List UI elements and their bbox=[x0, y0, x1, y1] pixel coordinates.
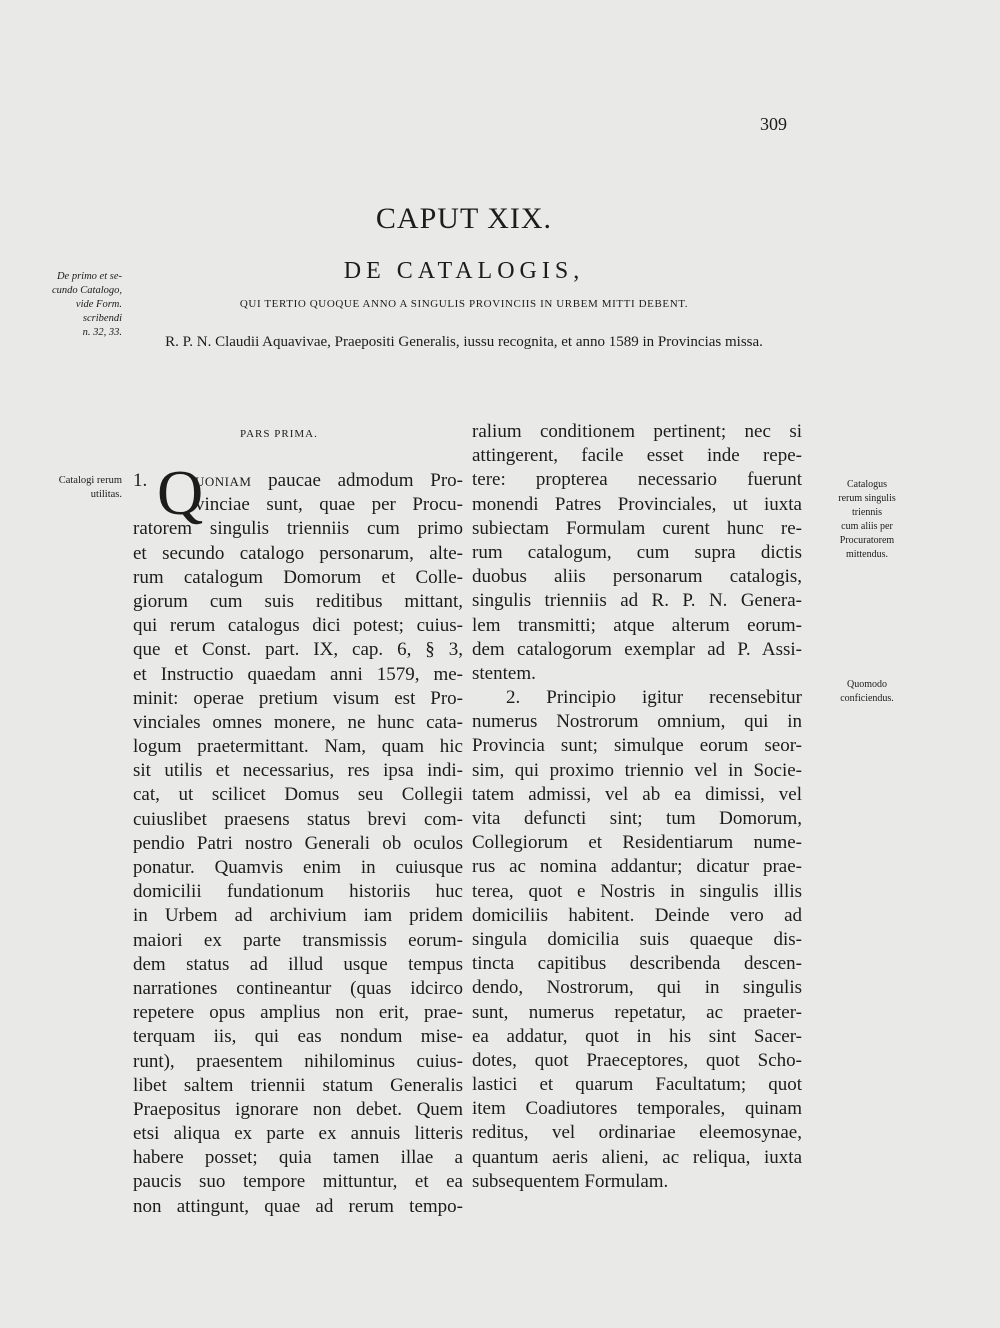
text-line: et secundo catalogo personarum, alte- bbox=[133, 542, 463, 564]
text-line: Collegiorum et Residentiarum nume- bbox=[472, 832, 802, 854]
text-line: tere: propterea necessario fuerunt bbox=[472, 469, 802, 491]
text-line: attingerent, facile esset inde repe- bbox=[472, 445, 802, 467]
text-line: domicilii fundationum historiis huc bbox=[133, 881, 463, 903]
part-heading: PARS PRIMA. bbox=[240, 428, 318, 440]
text-line: narrationes contineantur (quas idcirco bbox=[133, 977, 463, 999]
margin-note-line: utilitas. bbox=[90, 489, 122, 500]
text-line: lem transmitti; atque alterum eorum- bbox=[472, 614, 802, 636]
text-line: rus ac nomina addantur; dicatur prae- bbox=[472, 856, 802, 878]
text-line: 1. Q UONIAM paucae admodum Pro- bbox=[133, 457, 463, 528]
text-line: paucis suo tempore mittuntur, et ea bbox=[133, 1171, 463, 1193]
text-line: ratorem singulis trienniis cum primo bbox=[133, 518, 463, 540]
text-line: que et Const. part. IX, cap. 6, § 3, bbox=[133, 639, 463, 661]
paragraph-number: 1. bbox=[133, 470, 148, 491]
text-line: pendio Patri nostro Generali ob oculos bbox=[133, 832, 463, 854]
text-line: sit utilis et necessarius, res ipsa indi- bbox=[133, 760, 463, 782]
text-line: 2. Principio igitur recensebitur bbox=[506, 687, 802, 709]
margin-note-line: scribendi bbox=[82, 313, 122, 324]
text-line: et Instructio quaedam anni 1579, me- bbox=[133, 663, 463, 685]
text-line: libet saltem triennii statum Generalis bbox=[133, 1074, 463, 1096]
small-caps-word: UONIAM bbox=[195, 474, 252, 489]
text-line: non attingunt, quae ad rerum tempo- bbox=[133, 1195, 463, 1217]
text-line: reditus, vel ordinariae eleemosynae, bbox=[472, 1122, 802, 1144]
text-line: rum catalogum Domorum et Colle- bbox=[133, 566, 463, 588]
text-line: terquam iis, qui eas nondum mise- bbox=[133, 1026, 463, 1048]
text-line: terea, quot e Nostris in singulis illis bbox=[472, 880, 802, 902]
margin-note-left-2 bbox=[22, 474, 122, 502]
text-line: maiori ex parte transmissis eorum- bbox=[133, 929, 463, 951]
text-line: numerus Nostrorum omnium, qui in bbox=[472, 711, 802, 733]
text-line: repetere opus amplius non erit, prae- bbox=[133, 1002, 463, 1024]
margin-note-line: Catalogus bbox=[847, 479, 887, 490]
text-line: dem status ad illud usque tempus bbox=[133, 953, 463, 975]
text-line: minit: operae pretium visum est Pro- bbox=[133, 687, 463, 709]
margin-note-line: conficiendus. bbox=[840, 693, 894, 704]
text-line: domiciliis habitent. Deinde vero ad bbox=[472, 904, 802, 926]
subtitle: QUI TERTIO QUOQUE ANNO A SINGULIS PROVINCIIS IN URBEM MITTI DEBENT. bbox=[239, 298, 689, 310]
text-line: in Urbem ad archivium iam pridem bbox=[133, 905, 463, 927]
text-line: dendo, Nostrorum, qui in singulis bbox=[472, 977, 802, 999]
margin-note-left-1 bbox=[22, 270, 122, 340]
text-line: sunt, numerus repetatur, ac praeter- bbox=[472, 1001, 802, 1023]
text-line: stentem. bbox=[472, 662, 536, 684]
text-line: vita defuncti sint; tum Domorum, bbox=[472, 808, 802, 829]
text-line: item Coadiutores temporales, quinam bbox=[472, 1098, 802, 1120]
text-line: dem catalogorum exemplar ad P. Assi- bbox=[472, 638, 802, 660]
text-line: sim, qui proximo triennio vel in Socie- bbox=[472, 759, 802, 781]
margin-note-line: cundo Catalogo, bbox=[52, 285, 122, 296]
page-number: 309 bbox=[760, 114, 787, 134]
text-line: vinciales omnes monere, ne hunc cata- bbox=[133, 711, 463, 733]
text-line: monendi Patres Provinciales, ut iuxta bbox=[472, 493, 802, 515]
margin-note-right-2 bbox=[812, 678, 922, 706]
margin-note-line: Procuratorem bbox=[839, 535, 895, 546]
text-line: tatem admissi, vel ab ea dimissi, vel bbox=[472, 783, 802, 805]
text-line: cuiuslibet praesens status brevi com- bbox=[133, 808, 463, 830]
text-line: giorum cum suis reditibus mittant, bbox=[133, 590, 463, 612]
text-line: qui rerum catalogus dici potest; cuius- bbox=[133, 615, 463, 637]
margin-note-line: triennis bbox=[852, 507, 882, 518]
margin-note-line: cum aliis per bbox=[841, 521, 893, 532]
text-line: runt), praesentem nihilominus cuius- bbox=[133, 1050, 463, 1072]
attribution: R. P. N. Claudii Aquavivae, Praepositi Generalis, iussu recognita, et anno 1589 in Provincias missa. bbox=[165, 334, 763, 350]
text-line: singula domicilia suis quaeque dis- bbox=[472, 928, 802, 950]
text-line: ea addatur, quot in his sint Sacer- bbox=[472, 1025, 802, 1047]
text-line: rum catalogum, cum supra dictis bbox=[472, 541, 802, 563]
margin-note-right-1 bbox=[812, 478, 922, 562]
text-line: cat, ut scilicet Domus seu Collegii bbox=[133, 784, 463, 806]
text-line: logum praetermittant. Nam, quam hic bbox=[133, 736, 463, 758]
margin-note-line: vide Form. bbox=[75, 299, 122, 310]
left-column bbox=[133, 457, 463, 1219]
margin-note-line: De primo et se- bbox=[56, 271, 122, 282]
margin-note-line: Quomodo bbox=[847, 679, 887, 690]
text-line: subsequentem Formulam. bbox=[472, 1170, 669, 1192]
text-line: quantum aeris alieni, ac reliqua, iuxta bbox=[472, 1146, 802, 1168]
margin-note-line: Catalogi rerum bbox=[58, 475, 122, 486]
text-line: lastici et quarum Facultatum; quot bbox=[472, 1074, 802, 1096]
text-line: ralium conditionem pertinent; nec si bbox=[472, 421, 802, 442]
text-line: subiectam Formulam curent hunc re- bbox=[472, 517, 802, 539]
drop-cap: Q bbox=[157, 457, 204, 528]
margin-note-line: mittendus. bbox=[846, 549, 888, 560]
text-line: ponatur. Quamvis enim in cuiusque bbox=[133, 857, 463, 878]
text-line: vinciae sunt, quae per Procu- bbox=[195, 494, 463, 516]
margin-note-line: n. 32, 33. bbox=[82, 327, 122, 338]
chapter-title: CAPUT XIX. bbox=[375, 202, 553, 235]
text-line: tincta capitibus describenda descen- bbox=[472, 953, 802, 975]
text-line: etsi aliqua ex parte ex annuis litteris bbox=[133, 1123, 463, 1145]
text-line: Praepositus ignorare non debet. Quem bbox=[133, 1098, 463, 1120]
text-line: Provincia sunt; simulque eorum seor- bbox=[472, 735, 802, 757]
text-line: singulis trienniis ad R. P. N. Genera- bbox=[472, 590, 802, 612]
right-column bbox=[472, 420, 802, 1194]
text-line: duobus aliis personarum catalogis, bbox=[472, 566, 802, 588]
subject-title: DE CATALOGIS, bbox=[343, 258, 585, 284]
text-line: dotes, quot Praeceptores, quot Scho- bbox=[472, 1049, 802, 1071]
text-line: habere posset; quia tamen illae a bbox=[133, 1147, 463, 1169]
margin-note-line: rerum singulis bbox=[838, 493, 896, 504]
